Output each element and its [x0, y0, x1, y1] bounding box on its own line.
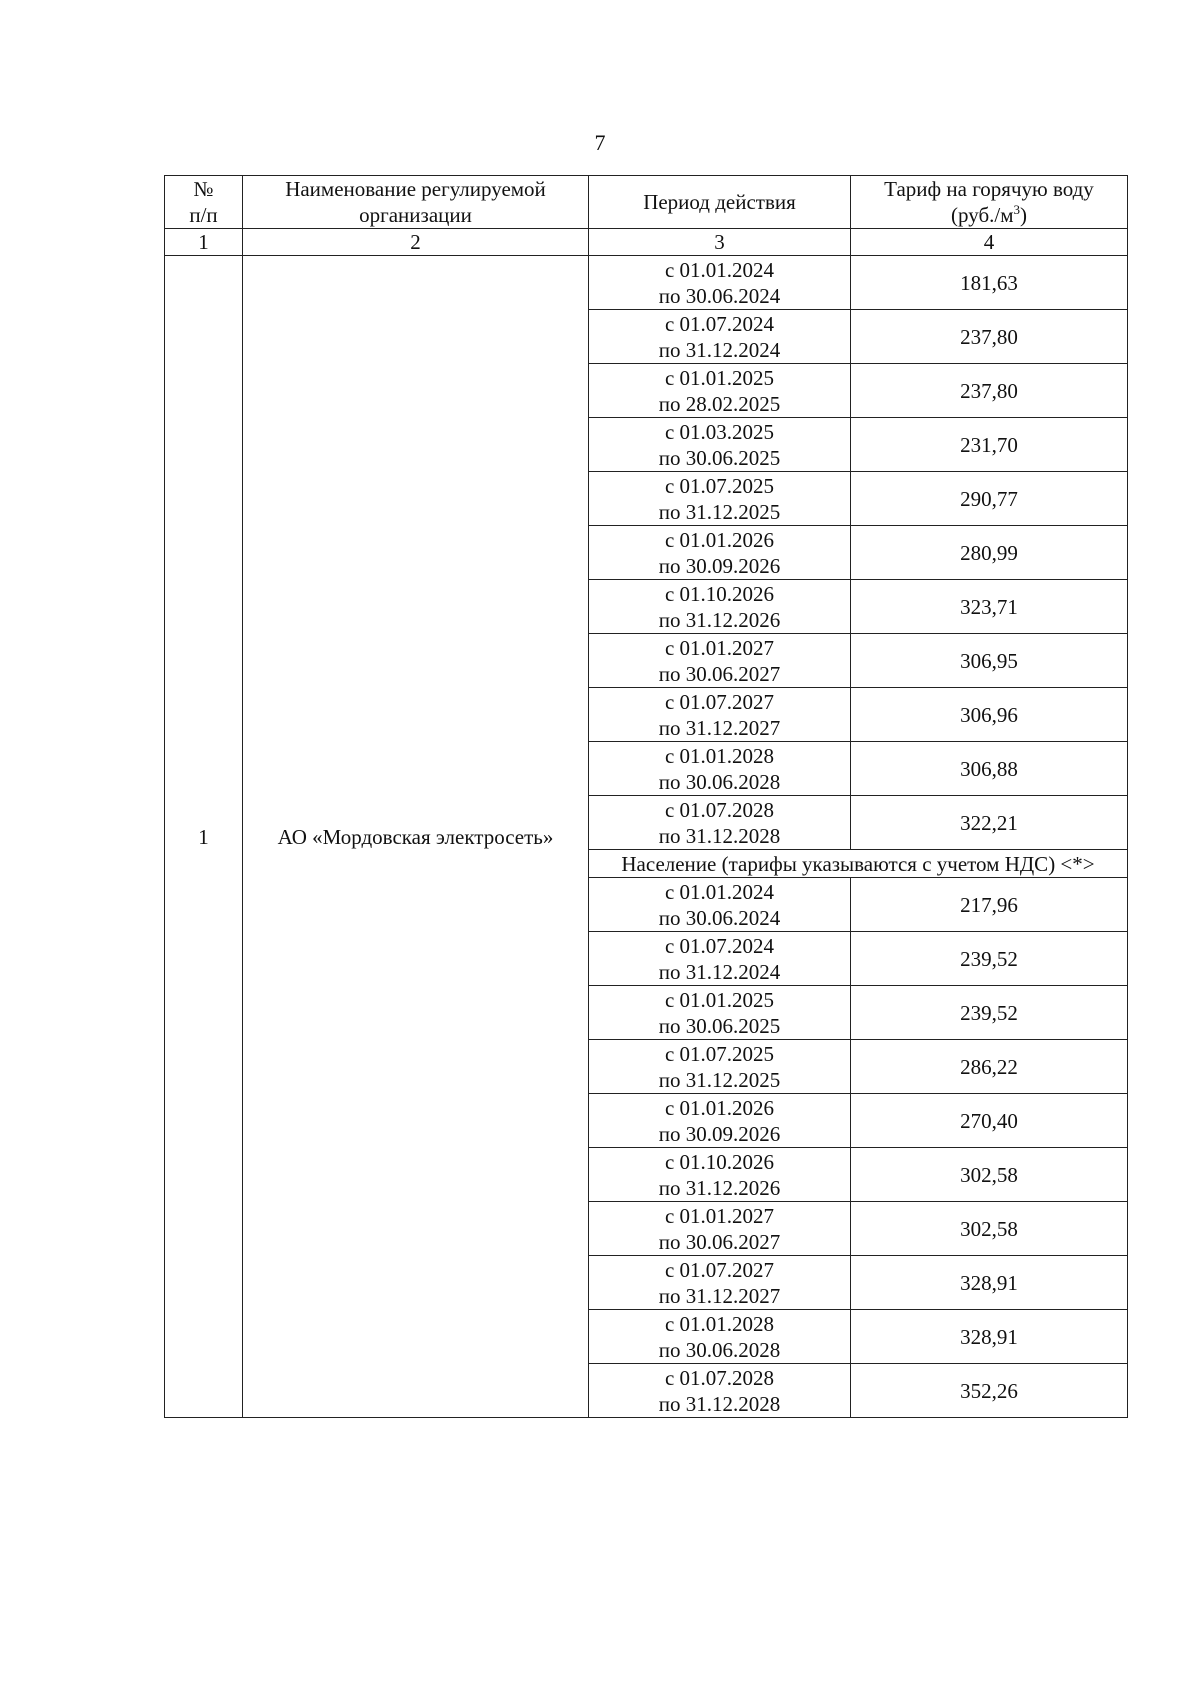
period-cell — [589, 932, 851, 986]
period-cell — [589, 1310, 851, 1364]
tariff-cell: 181,63 — [851, 256, 1128, 310]
header-number — [165, 176, 243, 229]
period-to: по 31.12.2026 — [658, 607, 781, 632]
period-from: с 01.01.2028 — [664, 743, 775, 768]
period-from: с 01.01.2027 — [664, 1203, 775, 1228]
tariff-cell: 239,52 — [851, 986, 1128, 1040]
period-cell — [589, 1094, 851, 1148]
period-cell — [589, 418, 851, 472]
period-cell — [589, 986, 851, 1040]
tariff-cell: 280,99 — [851, 526, 1128, 580]
period-to: по 30.06.2027 — [658, 1229, 781, 1254]
tariff-cell: 237,80 — [851, 310, 1128, 364]
period-to: по 30.06.2024 — [658, 905, 781, 930]
period-from: с 01.07.2028 — [664, 1365, 775, 1390]
tariff-cell: 302,58 — [851, 1202, 1128, 1256]
period-to: по 28.02.2025 — [658, 391, 781, 416]
period-to: по 31.12.2027 — [658, 1283, 781, 1308]
period-to: по 31.12.2027 — [658, 715, 781, 740]
tariff-cell: 270,40 — [851, 1094, 1128, 1148]
period-cell — [589, 688, 851, 742]
period-to: по 31.12.2024 — [658, 959, 781, 984]
tariff-cell: 323,71 — [851, 580, 1128, 634]
period-to: по 30.06.2028 — [658, 769, 781, 794]
tariff-cell: 306,96 — [851, 688, 1128, 742]
period-to: по 31.12.2025 — [658, 1067, 781, 1092]
period-from: с 01.10.2026 — [664, 1149, 775, 1174]
header-period: Период действия — [589, 176, 851, 229]
row-number-cell: 1 — [165, 256, 243, 1418]
period-to: по 31.12.2024 — [658, 337, 781, 362]
period-from: с 01.01.2026 — [664, 527, 775, 552]
period-cell — [589, 580, 851, 634]
population-label: Население (тарифы указываются с учетом НДС) <*> — [589, 850, 1128, 878]
organization-cell: АО «Мордовская электросеть» — [243, 256, 589, 1418]
header-number-symbol: № — [193, 177, 214, 201]
tariff-cell: 328,91 — [851, 1310, 1128, 1364]
period-from: с 01.07.2028 — [664, 797, 775, 822]
tariff-cell: 237,80 — [851, 364, 1128, 418]
period-cell — [589, 364, 851, 418]
period-cell — [589, 1148, 851, 1202]
period-cell — [589, 742, 851, 796]
period-from: с 01.01.2024 — [664, 879, 775, 904]
period-cell — [589, 526, 851, 580]
period-from: с 01.01.2028 — [664, 1311, 775, 1336]
tariff-cell: 239,52 — [851, 932, 1128, 986]
period-to: по 30.06.2024 — [658, 283, 781, 308]
header-number-abbr: п/п — [189, 203, 218, 227]
tariff-cell: 352,26 — [851, 1364, 1128, 1418]
period-from: с 01.10.2026 — [664, 581, 775, 606]
period-to: по 31.12.2028 — [658, 1391, 781, 1416]
tariff-cell: 231,70 — [851, 418, 1128, 472]
period-from: с 01.01.2025 — [664, 365, 775, 390]
period-from: с 01.01.2027 — [664, 635, 775, 660]
period-to: по 30.06.2028 — [658, 1337, 781, 1362]
period-from: с 01.01.2024 — [664, 257, 775, 282]
period-to: по 30.06.2027 — [658, 661, 781, 686]
period-cell — [589, 796, 851, 850]
period-from: с 01.01.2026 — [664, 1095, 775, 1120]
period-cell — [589, 472, 851, 526]
column-number: 4 — [851, 229, 1128, 256]
column-number: 1 — [165, 229, 243, 256]
period-from: с 01.07.2027 — [664, 1257, 775, 1282]
period-to: по 31.12.2028 — [658, 823, 781, 848]
period-cell — [589, 1040, 851, 1094]
period-cell — [589, 878, 851, 932]
page-number: 7 — [594, 130, 606, 155]
column-number-row — [165, 229, 1128, 256]
tariff-cell: 302,58 — [851, 1148, 1128, 1202]
period-to: по 30.09.2026 — [658, 553, 781, 578]
header-tariff-title: Тариф на горячую воду — [884, 177, 1094, 201]
period-to: по 31.12.2025 — [658, 499, 781, 524]
period-from: с 01.01.2025 — [664, 987, 775, 1012]
header-tariff — [851, 176, 1128, 229]
period-to: по 30.06.2025 — [658, 1013, 781, 1038]
tariff-cell: 328,91 — [851, 1256, 1128, 1310]
period-to: по 31.12.2026 — [658, 1175, 781, 1200]
tariff-table — [164, 175, 1128, 1418]
period-to: по 30.06.2025 — [658, 445, 781, 470]
period-from: с 01.07.2024 — [664, 311, 775, 336]
tariff-cell: 322,21 — [851, 796, 1128, 850]
unit-superscript: 3 — [1013, 202, 1020, 217]
column-number: 2 — [243, 229, 589, 256]
period-cell — [589, 310, 851, 364]
period-from: с 01.07.2027 — [664, 689, 775, 714]
period-cell — [589, 1256, 851, 1310]
period-cell — [589, 1364, 851, 1418]
unit-close: ) — [1020, 203, 1027, 227]
tariff-cell: 286,22 — [851, 1040, 1128, 1094]
period-from: с 01.07.2024 — [664, 933, 775, 958]
period-from: с 01.03.2025 — [664, 419, 775, 444]
period-cell — [589, 1202, 851, 1256]
period-cell — [589, 256, 851, 310]
period-to: по 30.09.2026 — [658, 1121, 781, 1146]
header-tariff-unit — [851, 202, 1127, 228]
unit-text: (руб./м — [951, 203, 1014, 227]
tariff-cell: 217,96 — [851, 878, 1128, 932]
tariff-cell: 306,95 — [851, 634, 1128, 688]
tariff-cell: 306,88 — [851, 742, 1128, 796]
header-organization: Наименование регулируемой организации — [243, 176, 589, 229]
tariff-cell: 290,77 — [851, 472, 1128, 526]
period-from: с 01.07.2025 — [664, 473, 775, 498]
header-row — [165, 176, 1128, 229]
column-number: 3 — [589, 229, 851, 256]
table-row — [165, 256, 1128, 310]
period-from: с 01.07.2025 — [664, 1041, 775, 1066]
period-cell — [589, 634, 851, 688]
